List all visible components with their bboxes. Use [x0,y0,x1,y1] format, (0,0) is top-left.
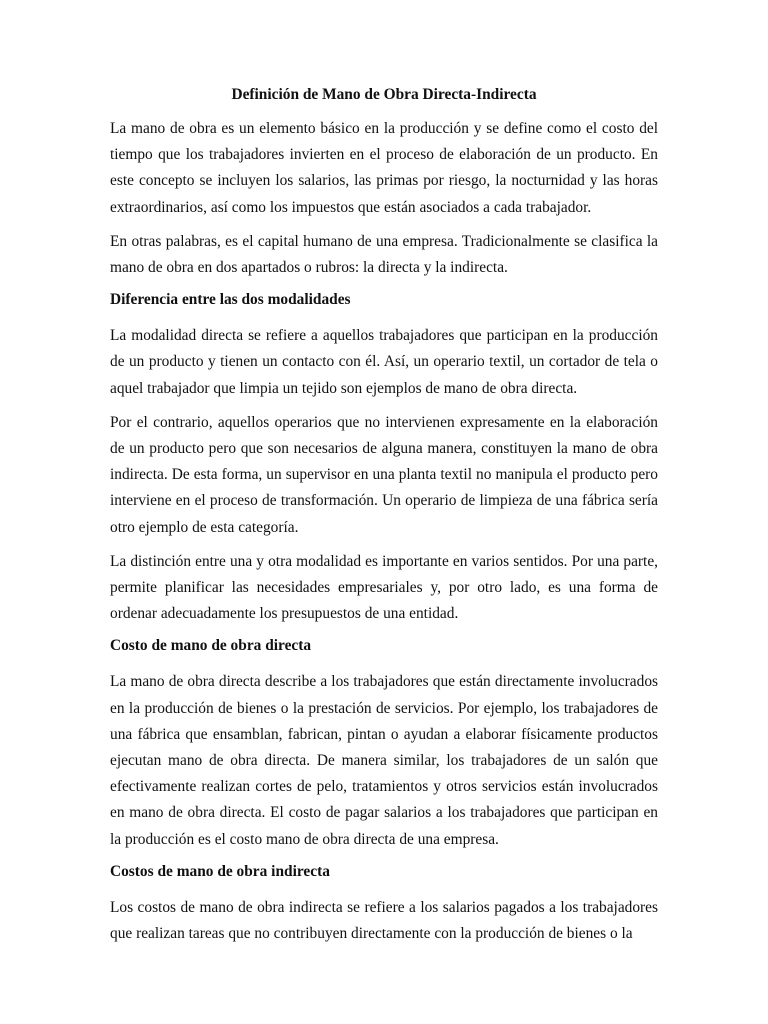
paragraph-indirect-cost: Los costos de mano de obra indirecta se refiere a los salarios pagados a los trabajadores que realizan tareas que no contribuyen directamente con la producción de bienes o la [110,898,658,943]
document-body [110,84,658,955]
section-heading-differences: Diferencia entre las dos modalidades [110,291,351,309]
paragraph-direct-cost: La mano de obra directa describe a los trabajadores que están directamente involucrados en la producción de bienes o la prestación de servicios. Por ejemplo, los trabajadores de una fábrica que ensamblan, fabrican, pintan o ayudan a elaborar físicamente productos ejecutan mano de obra directa. De manera similar, los trabajadores de un salón que efectivamente realizan cortes de pelo, tratamientos y otros servicios están involucrados en mano de obra directa. El costo de pagar salarios a los trabajadores que participan en la producción es el costo mano de obra directa de una empresa. [110,673,658,848]
paragraph-direct-modality: La modalidad directa se refiere a aquellos trabajadores que participan en la producción de un producto y tienen un contacto con él. Así, un operario textil, un cortador de tela o aquel trabajador que limpia un tejido son ejemplos de mano de obra directa. [110,327,658,397]
section-heading-indirect-cost: Costos de mano de obra indirecta [110,862,330,880]
document-title: Definición de Mano de Obra Directa-Indirecta [231,86,537,103]
paragraph-distinction: La distinción entre una y otra modalidad es importante en varios sentidos. Por una parte, permite planificar las necesidades empresariales y, por otro lado, es una forma de ordenar adecuadamente los presupuestos de una entidad. [110,552,658,623]
section-heading-direct-cost: Costo de mano de obra directa [110,637,312,655]
paragraph-definition: La mano de obra es un elemento básico en la producción y se define como el costo del tiempo que los trabajadores invierten en el proceso de elaboración de un producto. En este concepto se incluyen los salarios, las primas por riesgo, la nocturnidad y las horas extraordinarios, así como los impuestos que están asociados a cada trabajador. [110,120,658,216]
paragraph-indirect-modality: Por el contrario, aquellos operarios que no intervienen expresamente en la elaboración de un producto pero que son necesarios de alguna manera, constituyen la mano de obra indirecta. De esta forma, un supervisor en una planta textil no manipula el producto pero interviene en el proceso de transformación. Un operario de limpieza de una fábrica sería otro ejemplo de esta categoría. [110,413,658,536]
paragraph-classification: En otras palabras, es el capital humano de una empresa. Tradicionalmente se clasifica la mano de obra en dos apartados o rubros: la directa y la indirecta. [110,232,658,277]
